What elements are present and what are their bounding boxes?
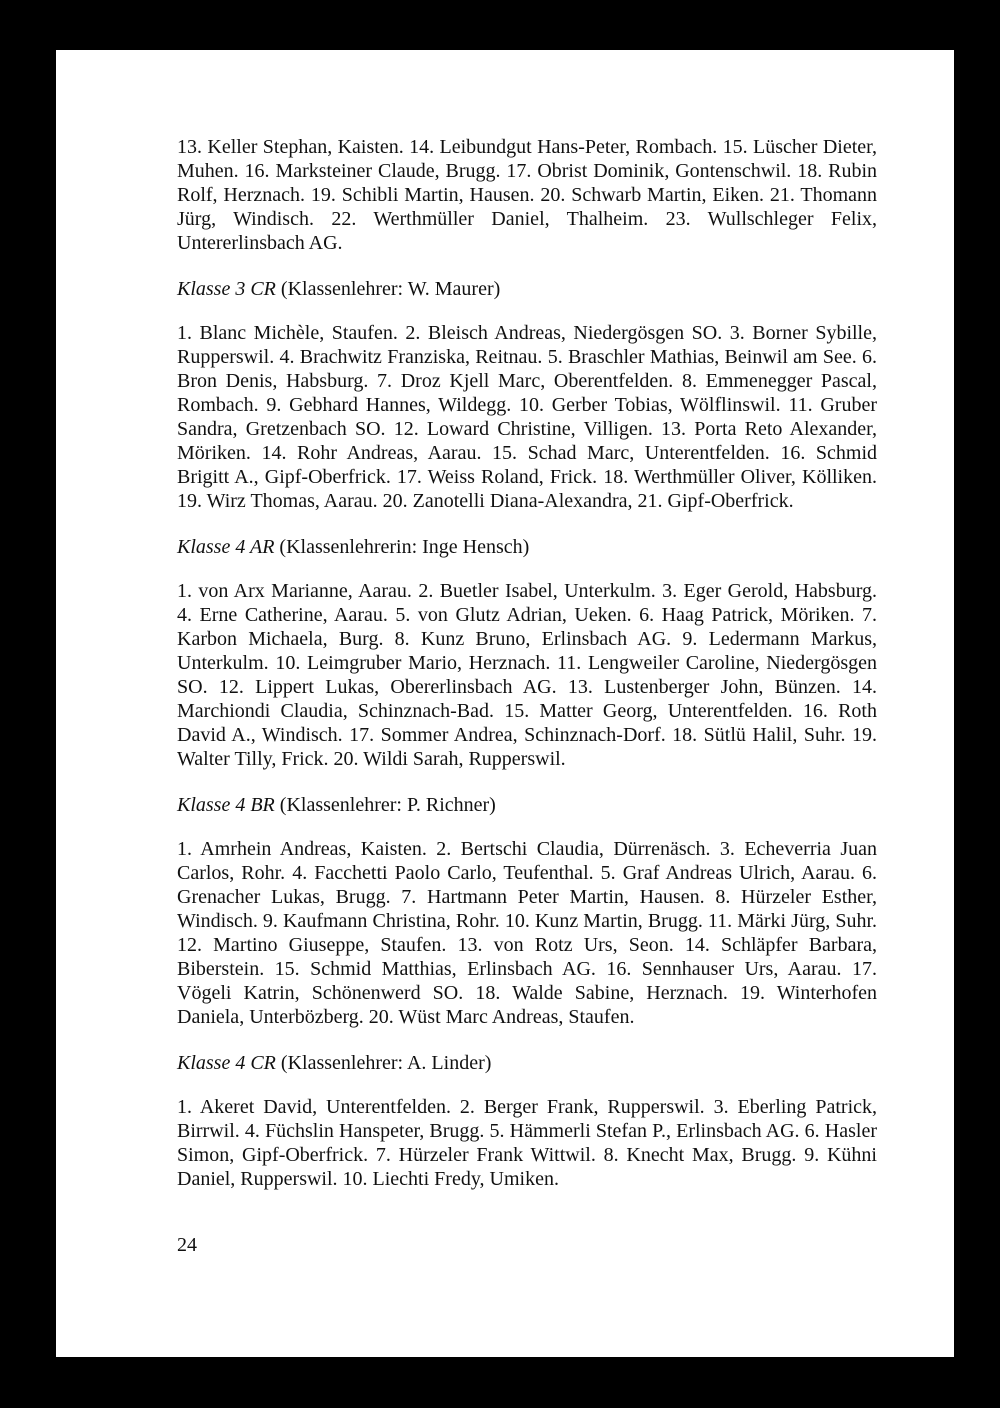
heading-klasse-3cr xyxy=(177,277,877,301)
paragraph-class-4br: 1. Amrhein Andreas, Kaisten. 2. Bertschi Claudia, Dürrenäsch. 3. Echeverria Juan Carlos, Rohr. 4. Facchetti Paolo Carlo, Teufenthal. 5. Graf Andreas Ulrich, Aarau. 6. Grenacher Lukas, Brugg. 7. Hartmann Peter Martin, Hausen. 8. Hürzeler Esther, Windisch. 9. Kaufmann Christina, Rohr. 10. Kunz Martin, Brugg. 11. Märki Jürg, Suhr. 12. Martino Giuseppe, Staufen. 13. von Rotz Urs, Seon. 14. Schläpfer Barbara, Biberstein. 15. Schmid Matthias, Erlinsbach AG. 16. Sennhauser Urs, Aarau. 17. Vögeli Katrin, Schönenwerd SO. 18. Walde Sabine, Herznach. 19. Winterhofen Daniela, Unterbözberg. 20. Wüst Marc Andreas, Staufen. xyxy=(177,838,877,1028)
paragraph-class-4cr: 1. Akeret David, Unterentfelden. 2. Berger Frank, Rupperswil. 3. Eberling Patrick, Birrwil. 4. Füchslin Hanspeter, Brugg. 5. Hämmerli Stefan P., Erlinsbach AG. 6. Hasler Simon, Gipf-Oberfrick. 7. Hürzeler Frank Wittwil. 8. Knecht Max, Brugg. 9. Kühni Daniel, Rupperswil. 10. Liechti Fredy, Umiken. xyxy=(177,1096,877,1190)
heading-teacher: (Klassenlehrer: W. Maurer) xyxy=(275,278,501,300)
heading-klasse-4cr xyxy=(177,1051,877,1075)
document-page xyxy=(56,50,954,1357)
heading-class-label: Klasse 4 AR xyxy=(177,536,275,558)
heading-teacher: (Klassenlehrerin: Inge Hensch) xyxy=(274,536,530,558)
paragraph-class-3br-continued: 13. Keller Stephan, Kaisten. 14. Leibundgut Hans-Peter, Rombach. 15. Lüscher Dieter, Muhen. 16. Marksteiner Claude, Brugg. 17. Obrist Dominik, Gontenschwil. 18. Rubin Rolf, Herznach. 19. Schibli Martin, Hausen. 20. Schwarb Martin, Eiken. 21. Thomann Jürg, Windisch. 22. Werthmüller Daniel, Thalheim. 23. Wullschleger Felix, Untererlinsbach AG. xyxy=(177,136,877,254)
page-content xyxy=(177,135,877,1191)
heading-class-label: Klasse 3 CR xyxy=(177,278,276,300)
paragraph-class-4ar: 1. von Arx Marianne, Aarau. 2. Buetler Isabel, Unterkulm. 3. Eger Gerold, Habsburg. 4. Erne Catherine, Aarau. 5. von Glutz Adrian, Ueken. 6. Haag Patrick, Möriken. 7. Karbon Michaela, Burg. 8. Kunz Bruno, Erlinsbach AG. 9. Ledermann Markus, Unterkulm. 10. Leimgruber Mario, Herznach. 11. Lengweiler Caroline, Niedergösgen SO. 12. Lippert Lukas, Obererlinsbach AG. 13. Lustenberger John, Bünzen. 14. Marchiondi Claudia, Schinznach-Bad. 15. Matter Georg, Unterentfelden. 16. Roth David A., Windisch. 17. Sommer Andrea, Schinznach-Dorf. 18. Sütlü Halil, Suhr. 19. Walter Tilly, Frick. 20. Wildi Sarah, Rupperswil. xyxy=(177,580,877,770)
heading-teacher: (Klassenlehrer: P. Richner) xyxy=(274,794,496,816)
heading-klasse-4ar xyxy=(177,535,877,559)
heading-klasse-4br xyxy=(177,793,877,817)
heading-teacher: (Klassenlehrer: A. Linder) xyxy=(275,1052,492,1074)
paragraph-class-3cr: 1. Blanc Michèle, Staufen. 2. Bleisch Andreas, Niedergösgen SO. 3. Borner Sybille, Rupperswil. 4. Brachwitz Franziska, Reitnau. 5. Braschler Mathias, Beinwil am See. 6. Bron Denis, Habsburg. 7. Droz Kjell Marc, Oberentfelden. 8. Emmenegger Pascal, Rombach. 9. Gebhard Hannes, Wildegg. 10. Gerber Tobias, Wölflinswil. 11. Gruber Sandra, Gretzenbach SO. 12. Loward Christine, Villigen. 13. Porta Reto Alexander, Möriken. 14. Rohr Andreas, Aarau. 15. Schad Marc, Unterentfelden. 16. Schmid Brigitt A., Gipf-Oberfrick. 17. Weiss Roland, Frick. 18. Werthmüller Oliver, Kölliken. 19. Wirz Thomas, Aarau. 20. Zanotelli Diana-Alexandra, 21. Gipf-Oberfrick. xyxy=(177,322,877,512)
page-number: 24 xyxy=(177,1234,197,1256)
heading-class-label: Klasse 4 CR xyxy=(177,1052,276,1074)
heading-class-label: Klasse 4 BR xyxy=(177,794,275,816)
